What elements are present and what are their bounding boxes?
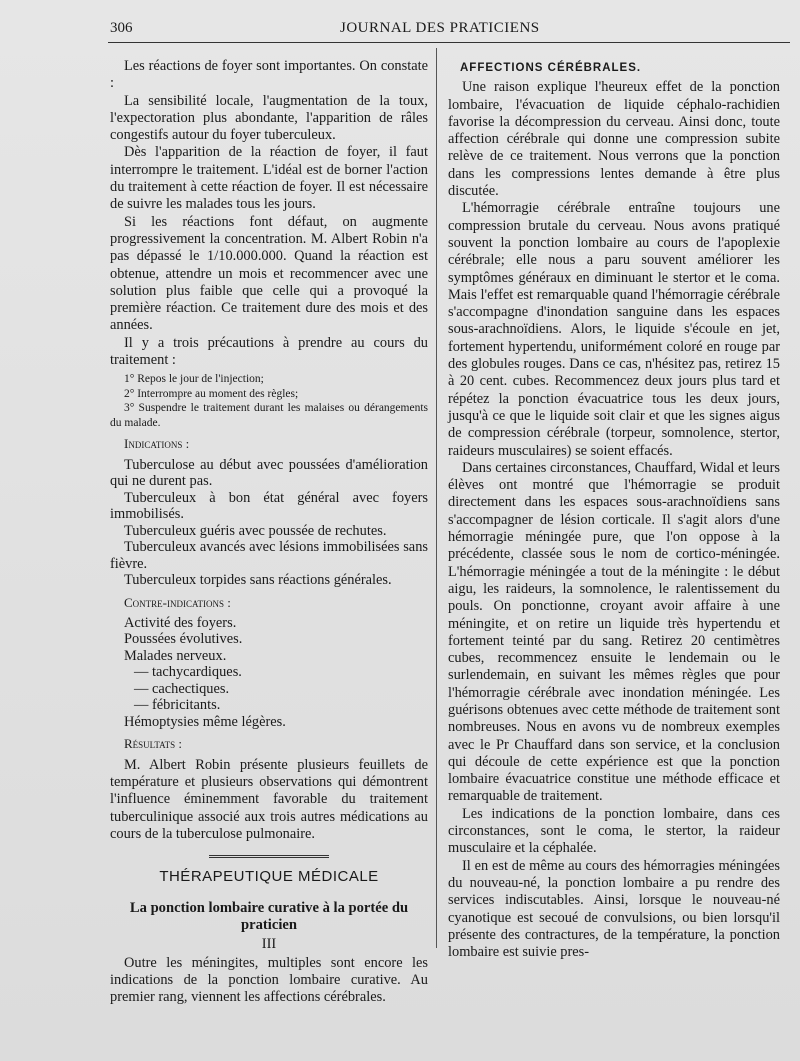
running-title: JOURNAL DES PRATICIENS [340, 20, 540, 36]
paragraph: Dans certaines circonstances, Chauffard, Widal et leurs élèves ont montré que l'hémorragie se produit directement dans les espaces sous-arachnoïdiens sans s'accompagner de lésion corticale. Il s'agit alors d'une hémorragie méningée pure, que l'on oppose à la précédente, classée sous le nom de cortico-méningée. L'hémorragie méningée a tout de la méningite : le début aigu, les raideurs, la somnolence, le ralentissement du pouls. On ponctionne, croyant avoir affaire à une méningite, et on retire un liquide très hypertendu et fortement teinté par du sang. Retirez 20 centimètres cubes, recommencez ensuite le lendemain ou le surlendemain, en suivant les mêmes règles que pour l'hémorragie cérébrale avec inondation méningée. Les guérisons obtenues avec cette méthode de traitement sont nombreuses. Nous en avons vu de nombreux exemples avec le Pr Chauffard dans son service, et la conclusion qui découle de cette expérience est que la ponction lombaire évacuatrice constitue une méthode efficace et remarquable de traitement. [448, 459, 780, 805]
paragraph: Les indications de la ponction lombaire, dans ces circonstances, sont le coma, le stertor, la raideur musculaire et la céphalée. [448, 805, 780, 857]
list-item: — fébricitants. [134, 697, 221, 714]
list-item: 1° Repos le jour de l'injection; [124, 373, 264, 386]
paragraph: M. Albert Robin présente plusieurs feuillets de température et plusieurs observations qui démontrent l'influence éminemment favorable du traitement tuberculinique associé aux trois autres médications au cours de la tuberculose pulmonaire. [110, 756, 428, 842]
list-item: — tachycardiques. [134, 664, 242, 681]
paragraph: Outre les méningites, multiples sont encore les indications de la ponction lombaire curative. Au premier rang, viennent les affections cérébrales. [110, 954, 428, 1006]
indications-list [110, 457, 428, 589]
list-item: 2° Interrompre au moment des règles; [124, 387, 299, 400]
paragraph: Il y a trois précautions à prendre au cours du traitement : [110, 334, 428, 369]
subheading-indications: Indications : [124, 436, 190, 452]
section-rule [209, 855, 329, 858]
list-item: Tuberculeux torpides sans réactions générales. [124, 572, 392, 589]
column-divider [436, 48, 437, 948]
left-column [110, 58, 428, 1007]
page-number: 306 [110, 20, 133, 36]
list-item: Malades nerveux. [124, 647, 227, 664]
right-column [448, 60, 780, 961]
list-item: Hémoptysies même légères. [124, 713, 286, 730]
list-item: Tuberculeux guéris avec poussée de rechutes. [124, 522, 387, 539]
list-item: Tuberculeux à bon état général avec foyers immobilisés. [110, 489, 428, 523]
paragraph: Les réactions de foyer sont importantes. On constate : [110, 58, 428, 92]
article-part: III [261, 935, 277, 952]
section-title: THÉRAPEUTIQUE MÉDICALE [159, 868, 379, 886]
article-title: La ponction lombaire curative à la portée du praticien [129, 899, 409, 933]
section-heading: AFFECTIONS CÉRÉBRALES. [460, 62, 642, 74]
paragraph: La sensibilité locale, l'augmentation de la toux, l'expectoration plus abondante, l'apparition de râles congestifs autour du foyer tuberculeux. [110, 92, 428, 144]
list-item: Poussées évolutives. [124, 631, 243, 648]
paragraph: L'hémorragie cérébrale entraîne toujours une compression brutale du cerveau. Nous avons pratiqué souvent la ponction lombaire au cours de l'apoplexie cérébrale; elle nous a paru souvent améliorer les symptômes généraux en diminuant le stertor et le coma. Mais l'effet est remarquable quand l'hémorragie cérébrale s'accompagne d'inondation sanguine dans les espaces sous-arachnoïdiens. Alors, le liquide s'écoule en jet, fortement hypertendu, uniformément coloré en rouge par des globules rouges. Dans ce cas, n'hésitez pas, retirez 15 à 20 cent. cubes. Recommencez deux jours plus tard et répétez la ponction évacuatrice tous les deux jours, jusqu'à ce que le liquide soit clair et que les signes aigus de compression cérébrale (torpeur, somnolence, stertor, raideurs musculaires) se soient effacés. [448, 200, 780, 459]
list-item: Activité des foyers. [124, 614, 237, 631]
contre-indications-list [110, 615, 428, 731]
paragraph: Une raison explique l'heureux effet de la ponction lombaire, l'évacuation de liquide céphalo-rachidien favorise la décompression du cerveau. Ainsi donc, toute affection cérébrale qui donne une compression subite relève de ce traitement. Nous verrons que la ponction dans les compressions lentes demande à être plus discutée. [448, 79, 780, 200]
subheading-resultats: Résultats : [124, 736, 182, 752]
list-item: Tuberculose au début avec poussées d'amélioration qui ne durent pas. [110, 456, 428, 490]
list-item: 3° Suspendre le traitement durant les malaises ou dérangements du malade. [110, 402, 428, 429]
list-item: Tuberculeux avancés avec lésions immobilisées sans fièvre. [110, 539, 428, 572]
subheading-contre-indications: Contre-indications : [124, 594, 231, 610]
list-item: — cachectiques. [134, 680, 230, 697]
paragraph: Si les réactions font défaut, on augmente progressivement la concentration. M. Albert Robin n'a pas dépassé le 1/10.000.000. Quand la réaction est obtenue, attendre un mois et recommencer avec une solution plus faible que celle qui a provoqué la première réaction. Ce traitement dure des mois et des années. [110, 213, 428, 334]
paragraph: Il en est de même au cours des hémorragies méningées du nouveau-né, la ponction lombaire a pu rendre des services indiscutables. Ainsi, lorsque le nouveau-né cyanotique est secoué de convulsions, ou bien lorsqu'il présente des contractures, de la température, la ponction lombaire est suivie pres- [448, 857, 780, 961]
paragraph: Dès l'apparition de la réaction de foyer, il faut interrompre le traitement. L'idéal est de borner l'action du traitement à cette réaction de foyer. Il est nécessaire de suivre les malades tous les jours. [110, 144, 428, 213]
header-rule [108, 42, 790, 43]
